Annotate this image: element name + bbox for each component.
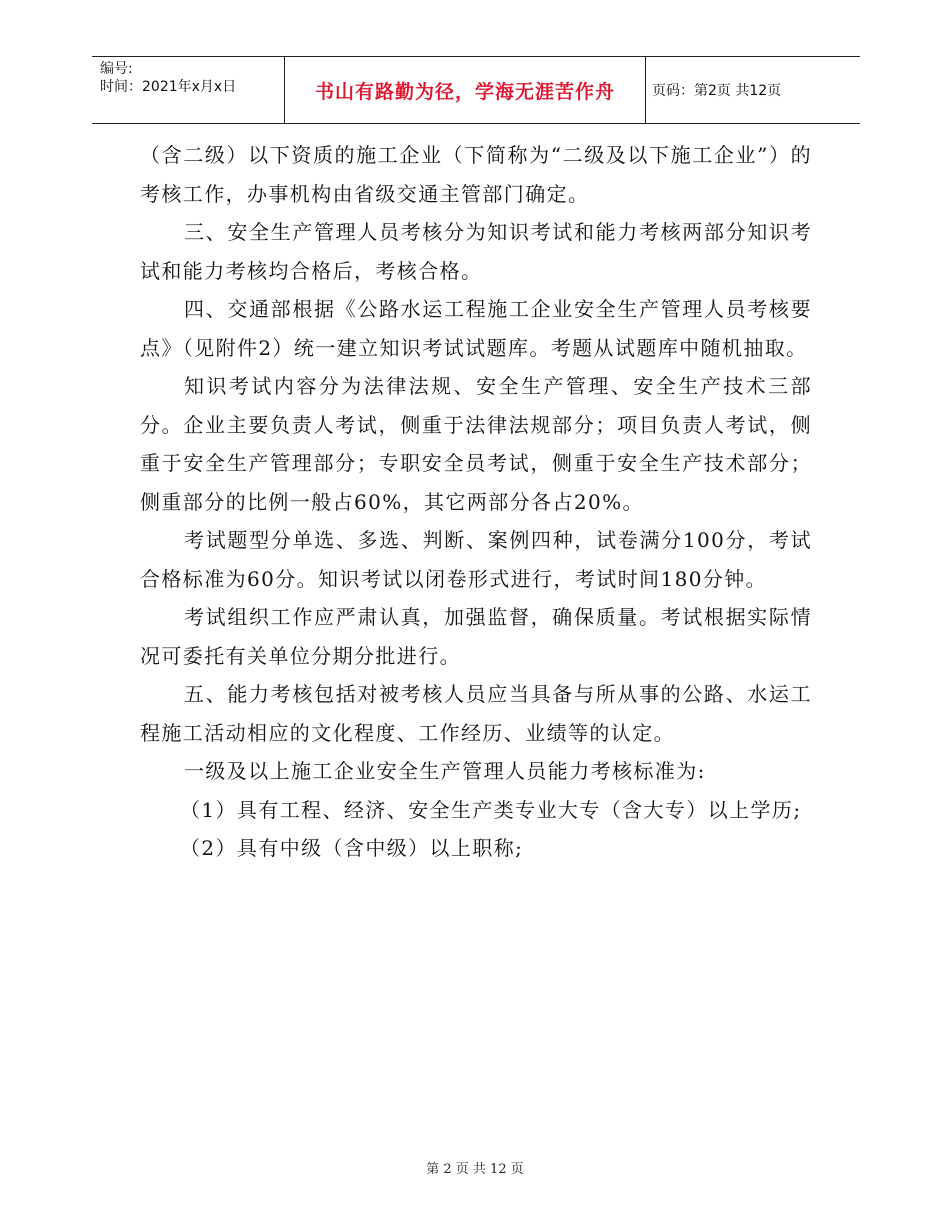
header-motto-cell [284,57,646,123]
paragraph-3: 四、交通部根据《公路水运工程施工企业安全生产管理人员考核要点》（见附件2）统一建立知识考试试题库。考题从试题库中随机抽取。 [140,297,812,360]
paragraph-4: 知识考试内容分为法律法规、安全生产管理、安全生产技术三部分。企业主要负责人考试，侧重于法律法规部分；项目负责人考试，侧重于安全生产管理部分；专职安全员考试，侧重于安全生产技术部分；侧重部分的比例一般占60%，其它两部分各占20%。 [140,374,812,514]
page-header [92,56,860,124]
page-footer: 第 2 页 共 12 页 [426,1162,524,1177]
header-meta [100,60,286,96]
document-body [140,136,812,868]
paragraph-9: （1）具有工程、经济、安全生产类专业大专（含大专）以上学历; [180,797,802,822]
paragraph-8: 一级及以上施工企业安全生产管理人员能力考核标准为: [184,759,706,783]
paragraph-2: 三、安全生产管理人员考核分为知识考试和能力考核两部分知识考试和能力考核均合格后，考核合格。 [140,220,812,283]
header-page-info: 页码：第2页 共12页 [652,83,782,99]
paragraph-10: （2）具有中级（含中级）以上职称; [180,836,524,860]
paragraph-6: 考试组织工作应严肃认真，加强监督，确保质量。考试根据实际情况可委托有关单位分期分批进行。 [140,605,812,668]
header-motto: 书山有路勤为径，学海无涯苦作舟 [314,80,615,103]
paragraph-1: （含二级）以下资质的施工企业（下简称为“二级及以下施工企业”）的考核工作，办事机构由省级交通主管部门确定。 [140,143,812,206]
paragraph-5: 考试题型分单选、多选、判断、案例四种，试卷满分100分，考试合格标准为60分。知识考试以闭卷形式进行，考试时间180分钟。 [140,528,812,591]
document-number-label: 编号: [100,61,133,77]
document-time-label: 时间：2021年x月x日 [100,79,237,95]
paragraph-7: 五、能力考核包括对被考核人员应当具备与所从事的公路、水运工程施工活动相应的文化程度、工作经历、业绩等的认定。 [140,682,812,745]
